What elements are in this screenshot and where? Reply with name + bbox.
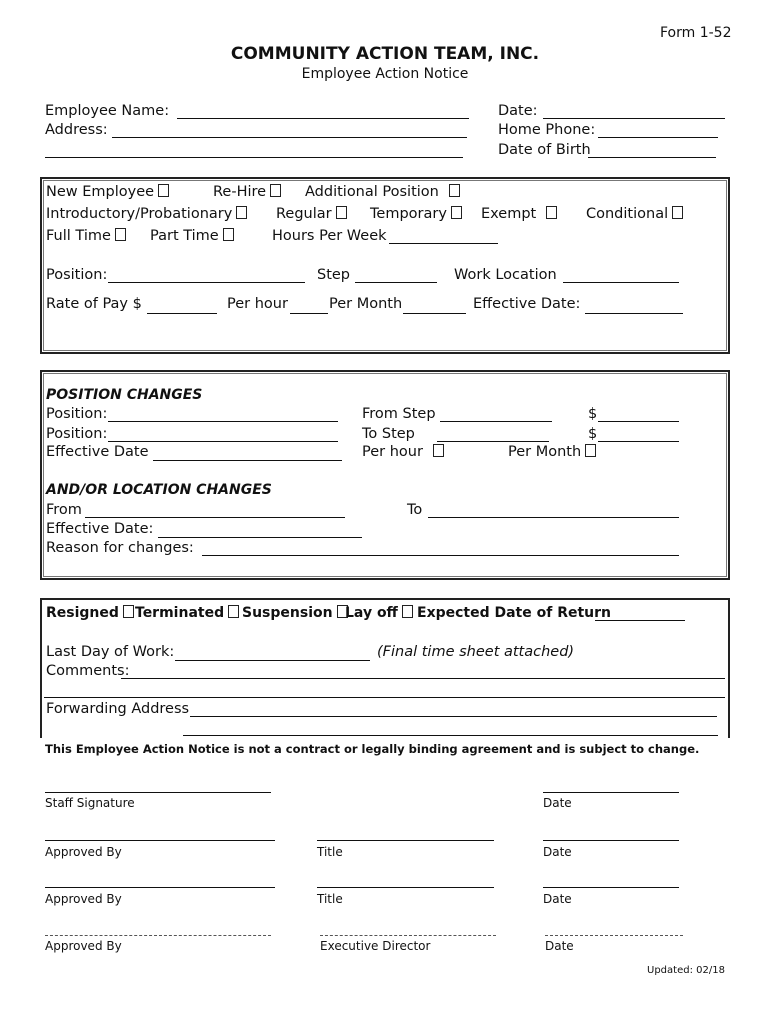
dollar-sign-1: $ [588,406,598,422]
home-phone-field[interactable] [598,137,718,138]
to-step-field[interactable] [437,441,549,442]
step-label: Step [317,267,351,283]
checkbox-icon[interactable] [546,206,557,219]
to-location-field[interactable] [428,517,679,518]
suspension-option[interactable]: Suspension [242,605,348,621]
position-change-2-field[interactable] [108,441,338,442]
checkbox-icon[interactable] [451,206,462,219]
forwarding-address-label: Forwarding Address [46,701,190,717]
executive-director-line[interactable] [320,935,496,936]
terminated-option[interactable]: Terminated [135,605,239,621]
date-2-label: Date [543,892,572,906]
executive-director-label: Executive Director [320,939,431,953]
per-month-label: Per Month [329,296,403,312]
from-location-field[interactable] [85,517,345,518]
position-field[interactable] [108,282,305,283]
staff-signature-line[interactable] [45,792,271,793]
change-per-hour-option[interactable]: Per hour [362,444,444,460]
from-step-label: From Step [362,406,436,422]
address-field-line2[interactable] [45,157,463,158]
resigned-option[interactable]: Resigned [46,605,134,621]
checkbox-icon[interactable] [402,605,413,618]
staff-date-label: Date [543,796,572,810]
position-effective-date-field[interactable] [153,460,342,461]
checkbox-icon[interactable] [433,444,444,457]
title-2-label: Title [317,892,343,906]
expected-return-label: Expected Date of Return [417,605,612,621]
title-2-line[interactable] [317,887,494,888]
approved-by-2-line[interactable] [45,887,275,888]
checkbox-icon[interactable] [270,184,281,197]
checkbox-icon[interactable] [123,605,134,618]
checkbox-icon[interactable] [158,184,169,197]
to-location-label: To [407,502,423,518]
address-field[interactable] [112,137,467,138]
checkbox-icon[interactable] [449,184,460,197]
new-employee-option[interactable]: New Employee [46,184,169,200]
rate-of-pay-label: Rate of Pay $ [46,296,142,312]
date-3-label: Date [545,939,574,953]
checkbox-icon[interactable] [672,206,683,219]
per-hour-label: Per hour [227,296,288,312]
comments-field[interactable] [121,678,725,679]
reason-field[interactable] [202,555,679,556]
part-time-option[interactable]: Part Time [150,228,234,244]
per-hour-field[interactable] [290,313,328,314]
date-label: Date: [498,103,538,119]
title-1-line[interactable] [317,840,494,841]
date-3-line[interactable] [545,935,683,936]
date-1-line[interactable] [543,840,679,841]
position-label: Position: [46,267,108,283]
org-name: COMMUNITY ACTION TEAM, INC. [230,44,540,64]
employee-name-label: Employee Name: [45,103,170,119]
work-location-label: Work Location [454,267,557,283]
position-effective-date-label: Effective Date [46,444,149,460]
date-2-line[interactable] [543,887,679,888]
effective-date-field[interactable] [585,313,683,314]
expected-return-field[interactable] [595,620,685,621]
form-number: Form 1-52 [660,25,732,41]
approved-by-1-line[interactable] [45,840,275,841]
location-effective-date-label: Effective Date: [46,521,154,537]
work-location-field[interactable] [563,282,679,283]
position-change-1-label: Position: [46,406,108,422]
reason-label: Reason for changes: [46,540,194,556]
hours-per-week-label: Hours Per Week [272,228,387,244]
rate-of-pay-field[interactable] [147,313,217,314]
regular-option[interactable]: Regular [276,206,347,222]
layoff-option[interactable]: Lay off [345,605,413,621]
checkbox-icon[interactable] [236,206,247,219]
checkbox-icon[interactable] [336,206,347,219]
comments-field-line2[interactable] [44,697,725,698]
position-change-1-field[interactable] [108,421,338,422]
approved-by-3-line[interactable] [45,935,271,936]
approved-by-2-label: Approved By [45,892,122,906]
position-changes-heading: POSITION CHANGES [46,387,203,403]
exempt-option[interactable]: Exempt [481,206,557,222]
date-1-label: Date [543,845,572,859]
comments-label: Comments: [46,663,130,679]
change-per-month-option[interactable]: Per Month [508,444,596,460]
checkbox-icon[interactable] [585,444,596,457]
title-1-label: Title [317,845,343,859]
checkbox-icon[interactable] [228,605,239,618]
from-step-field[interactable] [440,421,552,422]
final-timesheet-note: (Final time sheet attached) [377,644,575,660]
conditional-option[interactable]: Conditional [586,206,683,222]
checkbox-icon[interactable] [223,228,234,241]
staff-date-line[interactable] [543,792,679,793]
step-field[interactable] [355,282,437,283]
amount-1-field[interactable] [598,421,679,422]
introductory-option[interactable]: Introductory/Probationary [46,206,247,222]
forwarding-address-field-line2[interactable] [183,735,718,736]
disclaimer: This Employee Action Notice is not a contract or legally binding agreement and is subject to change. [45,742,700,756]
amount-2-field[interactable] [598,441,679,442]
position-change-2-label: Position: [46,426,108,442]
home-phone-label: Home Phone: [498,122,596,138]
updated-date: Updated: 02/18 [647,965,725,976]
dollar-sign-2: $ [588,426,598,442]
date-field[interactable] [543,118,725,119]
address-label: Address: [45,122,108,138]
rehire-option[interactable]: Re-Hire [213,184,281,200]
employment-status-box [40,177,730,354]
approved-by-1-label: Approved By [45,845,122,859]
approved-by-3-label: Approved By [45,939,122,953]
dob-label: Date of Birth [498,142,591,158]
to-step-label: To Step [362,426,415,442]
location-effective-date-field[interactable] [158,537,362,538]
temporary-option[interactable]: Temporary [370,206,462,222]
from-location-label: From [46,502,82,518]
location-changes-heading: AND/OR LOCATION CHANGES [46,482,272,498]
effective-date-label: Effective Date: [473,296,581,312]
full-time-option[interactable]: Full Time [46,228,126,244]
dob-field[interactable] [588,157,716,158]
form-title: Employee Action Notice [301,66,469,82]
last-day-field[interactable] [175,660,370,661]
hours-per-week-field[interactable] [389,243,498,244]
checkbox-icon[interactable] [115,228,126,241]
staff-signature-label: Staff Signature [45,796,135,810]
additional-position-option[interactable]: Additional Position [305,184,460,200]
per-month-field[interactable] [403,313,466,314]
last-day-label: Last Day of Work: [46,644,175,660]
forwarding-address-field[interactable] [190,716,717,717]
employee-name-field[interactable] [177,118,469,119]
